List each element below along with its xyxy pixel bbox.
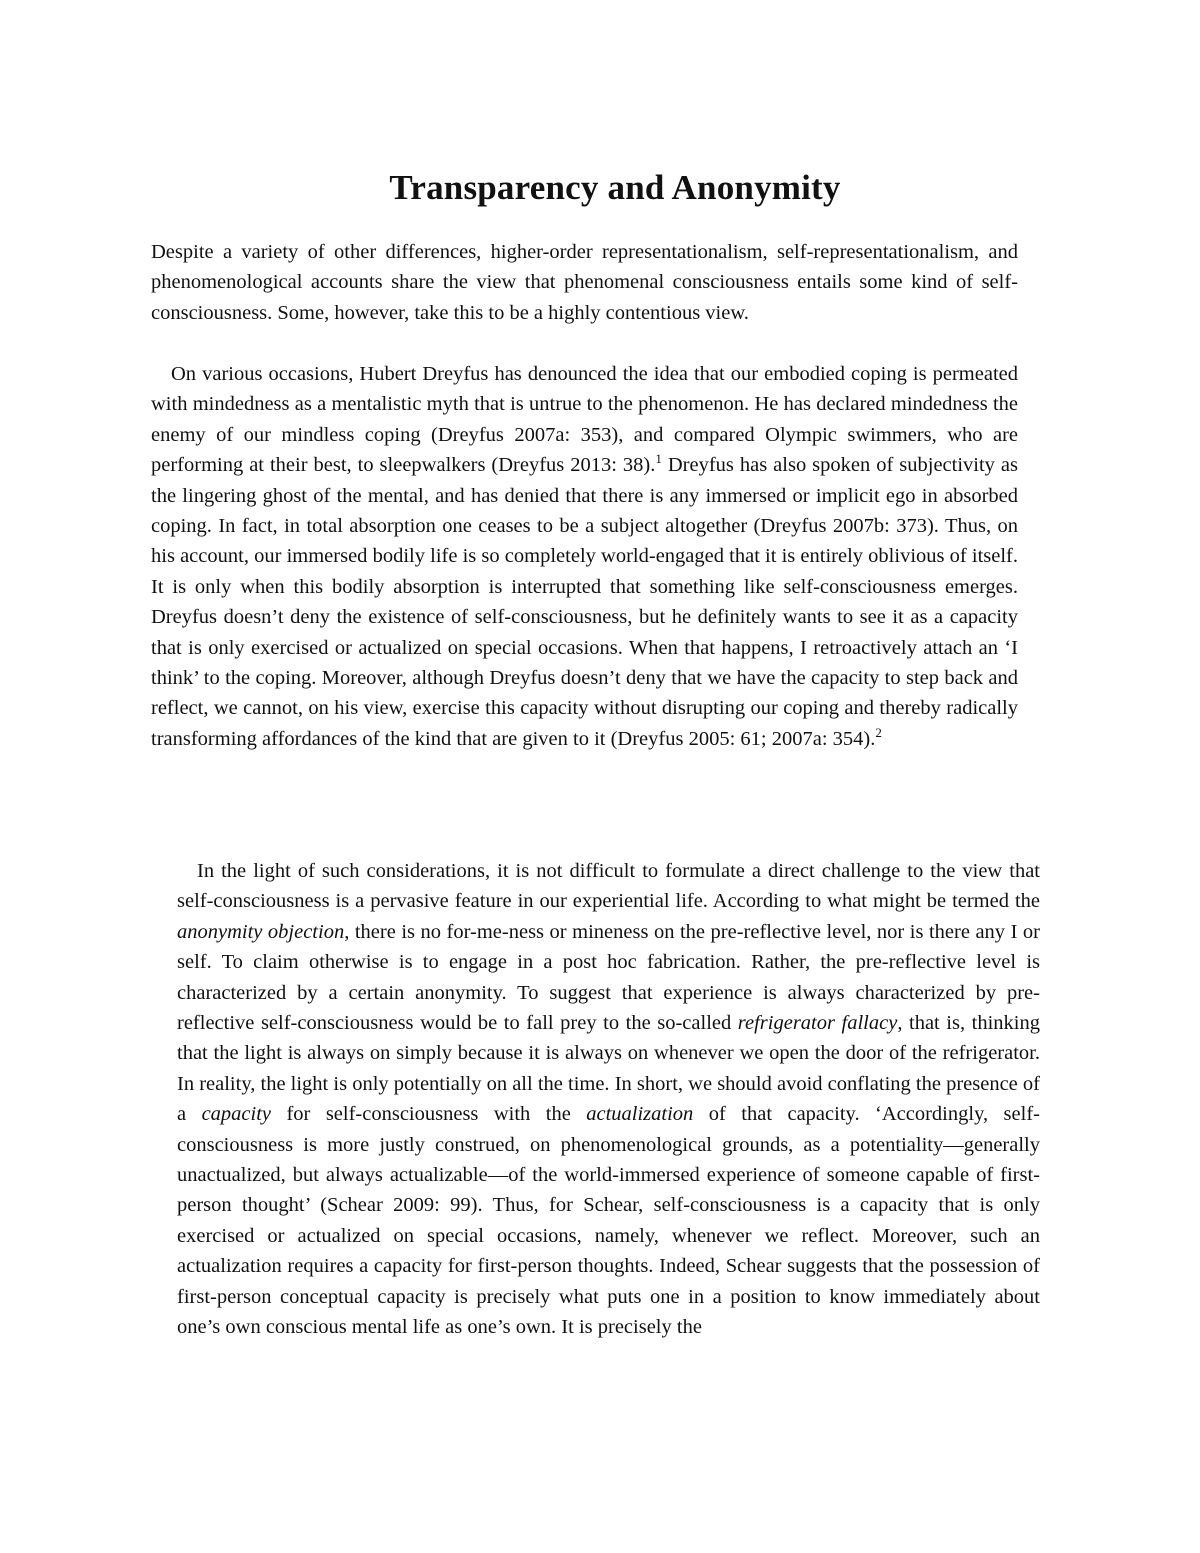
footnote-marker-1: 1 <box>655 451 662 467</box>
paragraph-1: Despite a variety of other differences, higher-order representationalism, self-representationalism, and phenomenological accounts share the view that phenomenal consciousness entails some kind of self-consciousness. Some, however, take this to be a highly contentious view. <box>151 241 1018 324</box>
paragraph-3-text-b: , there is no for-me-ness or mineness on the pre-reflective level, nor is there any I or self. To claim otherwise is to engage in a post hoc fabrication. Rather, the pre-reflective level is characterized by a certain anonymity. To suggest that experience is always characterized by pre-reflective self-consciousness would be to fall prey to the so-called <box>177 920 1040 1035</box>
paragraph-2-text-a: On various occasions, Hubert Dreyfus has denounced the idea that our embodied coping is permeated with mindedness as a mentalistic myth that is untrue to the phenomenon. He has declared mindedness the enemy of our mindless coping (Dreyfus 2007a: 353), and compared Olympic swimmers, who are performing at their best, to sleepwalkers (Dreyfus 2013: 38). <box>151 363 1018 477</box>
paragraph-3 <box>177 856 1040 1343</box>
paragraph-3-text-a: In the light of such considerations, it is not difficult to formulate a direct challenge to the view that self-consciousness is a pervasive feature in our experiential life. According to what might be termed the <box>177 860 1040 913</box>
emphasis-capacity: capacity <box>201 1103 272 1126</box>
paragraph-2 <box>151 359 1018 754</box>
footnote-marker-2: 2 <box>875 725 882 741</box>
paragraph-3-text-d: for self-consciousness with the <box>271 1103 587 1126</box>
page-title: Transparency and Anonymity <box>389 168 841 207</box>
emphasis-anonymity-objection: anonymity objection <box>177 920 345 943</box>
paragraph-2-text-b: Dreyfus has also spoken of subjectivity as the lingering ghost of the mental, and has denied that there is any immersed or implicit ego in absorbed coping. In fact, in total absorption one ceases to be a subject altogether (Dreyfus 2007b: 373). Thus, on his account, our immersed bodily life is so completely world-engaged that it is entirely oblivious of itself. It is only when this bodily absorption is interrupted that something like self-consciousness emerges. Dreyfus doesn’t deny the existence of self-consciousness, but he definitely wants to see it as a capacity that is only exercised or actualized on special occasions. When that happens, I retroactively attach an ‘I think’ to the coping. Moreover, although Dreyfus doesn’t deny that we have the capacity to step back and reflect, we cannot, on his view, exercise this capacity without disrupting our coping and thereby radically transforming affordances of the kind that are given to it (Dreyfus 2005: 61; 2007a: 354). <box>151 454 1018 750</box>
paragraph-3-text-e: of that capacity. ‘Accordingly, self-consciousness is more justly construed, on phenomenological grounds, as a potentiality—generally unactualized, but always actualizable—of the world-immersed experience of someone capable of first-person thought’ (Schear 2009: 99). Thus, for Schear, self-consciousness is a capacity that is only exercised or actualized on special occasions, namely, whenever we reflect. Moreover, such an actualization requires a capacity for first-person thoughts. Indeed, Schear suggests that the possession of first-person conceptual capacity is precisely what puts one in a position to know immediately about one’s own conscious mental life as one’s own. It is precisely the <box>177 1103 1040 1339</box>
emphasis-refrigerator-fallacy: refrigerator fallacy <box>737 1012 898 1035</box>
emphasis-actualization: actualization <box>586 1103 694 1126</box>
paragraph-3-text-c: , that is, thinking that the light is always on simply because it is always on whenever we open the door of the refrigerator. In reality, the light is only potentially on all the time. In short, we should avoid conflating the presence of a <box>177 1012 1040 1126</box>
